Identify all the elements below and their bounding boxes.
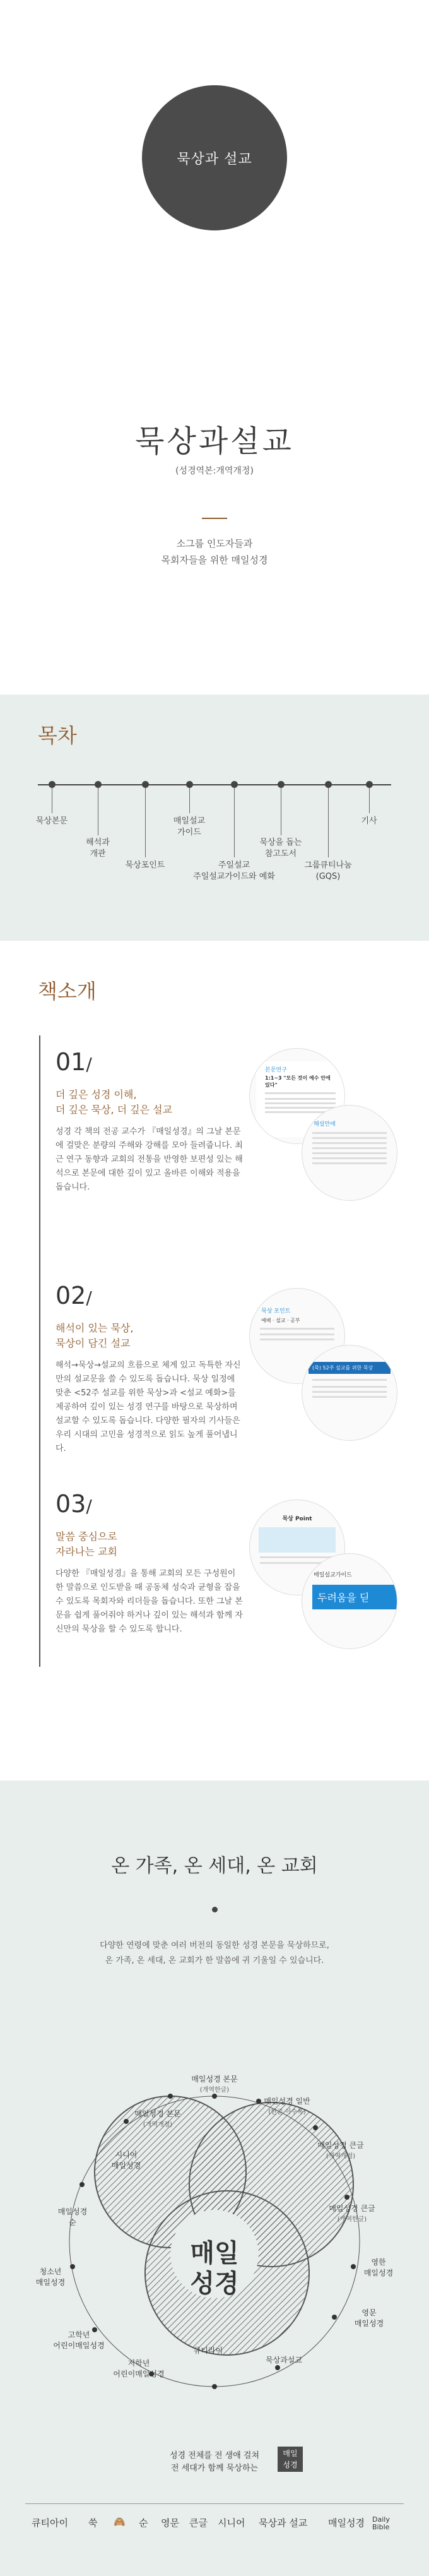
feature-heading-line-2: 더 깊은 묵상, 더 깊은 설교 (56, 1104, 173, 1116)
venn-label: 영한 매일성경 (363, 2258, 394, 2277)
venn-label-name: 매일성경 본문 (191, 2075, 238, 2084)
closing-badge: 매일 성경 (278, 2447, 303, 2472)
toc-item: 매일설교 가이드 (173, 816, 206, 837)
toc-dot (142, 781, 149, 788)
thumb-label: 매일설교가이드 (314, 1572, 352, 1578)
book-title: 묵상과설교 (135, 424, 294, 459)
toc-item: 그룹큐티나눔 (GQS) (304, 861, 352, 881)
brand-logo: 영문 (161, 2517, 179, 2529)
feature-heading (56, 1529, 117, 1559)
venn-label (126, 2109, 189, 2130)
venn-label: 묵상과설교 (266, 2356, 302, 2364)
toc-dot (49, 781, 56, 788)
venn-label (183, 2074, 246, 2096)
feature-heading-line-1: 말씀 중심으로 (56, 1530, 117, 1542)
venn-label-sub: (개역개정) (326, 2153, 356, 2160)
venn-label: 매일성경 순 (57, 2207, 88, 2227)
brand-logo: 🙈 (114, 2516, 126, 2527)
toc-tick (369, 788, 370, 813)
description-line-1: 소그룹 인도자들과 (176, 538, 253, 549)
thumb-title: 1:1~3 "모든 것이 예수 안에 있다" (265, 1075, 331, 1088)
feature-heading-line-2: 자라나는 교회 (56, 1546, 117, 1558)
feature-number-text: 02 (56, 1282, 86, 1309)
family-dot (212, 1907, 218, 1912)
toc-item: 묵상본문 (35, 816, 68, 826)
venn-label-sub: (개역한글) (337, 2216, 367, 2223)
closing-line-2: 전 세대가 함께 묵상하는 (171, 2464, 258, 2473)
venn-label: 청소년 매일성경 (35, 2267, 66, 2287)
thumb-side-label: 해설안에 (314, 1121, 336, 1128)
thumb-header: 본문연구 (265, 1067, 287, 1073)
brand-logo: 묵상과 설교 (259, 2517, 308, 2529)
book-subtitle: (성경역본:개역개정) (175, 466, 254, 476)
toc-dot (95, 781, 102, 788)
closing-line-1: 성경 전체를 전 생애 걸쳐 (169, 2451, 260, 2460)
venn-label: 영문 매일성경 (354, 2308, 384, 2328)
venn-center-label (136, 2238, 293, 2299)
thumb-header: 묵상 Point (282, 1516, 312, 1522)
toc-dot (325, 781, 332, 788)
toc-item: 묵상포인트 (125, 861, 165, 870)
feature-heading-line-2: 묵상이 담긴 설교 (56, 1337, 131, 1349)
feature-heading-line-1: 해석이 있는 묵상, (56, 1322, 134, 1334)
toc-dot (366, 781, 373, 788)
venn-label (309, 2140, 372, 2162)
feature-heading-line-1: 더 깊은 성경 이해, (56, 1088, 137, 1100)
slash-mark: / (86, 1287, 92, 1308)
footer-divider (25, 2503, 404, 2504)
brand-logo: 매일성경 (328, 2517, 365, 2529)
venn-label: 큐티라이 (193, 2346, 223, 2355)
feature-number (56, 1282, 92, 1309)
center-label-line-2: 성경 (190, 2269, 239, 2298)
thumb-title: (묵) 52주 설교를 위한 묵상 (309, 1362, 391, 1374)
venn-label-name: 매일성경 큰글 (317, 2141, 364, 2150)
toc-tick (234, 788, 235, 857)
family-description (0, 1938, 429, 1969)
family-description-line-2: 온 가족, 온 세대, 온 교회가 한 말씀에 귀 기울일 수 있습니다. (105, 1956, 324, 1965)
toc-tick (145, 788, 146, 857)
toc-tick (189, 788, 190, 813)
thumb-subheader: 예배 · 설교 · 공부 (261, 1318, 300, 1323)
toc-title: 목차 (38, 724, 77, 748)
toc-item: 주일설교 주일설교가이드와 예화 (193, 861, 275, 881)
venn-label-name: 매일성경 본문 (134, 2109, 181, 2118)
venn-label-sub: (개역개정) (143, 2121, 173, 2128)
feature-thumbnail (302, 1553, 397, 1649)
venn-label: 고학년 어린이매일성경 (53, 2330, 105, 2350)
feature-number (56, 1048, 92, 1076)
brand-logo: 시니어 (218, 2517, 245, 2529)
feature-heading (56, 1087, 172, 1118)
toc-item: 묵상을 돕는 참고도서 (259, 838, 302, 859)
toc-item: 기사 (361, 816, 377, 826)
hero-circle-text: 묵상과 설교 (177, 151, 252, 167)
feature-body: 성경 각 책의 전공 교수가 『매일성경』의 그날 본문에 걸맞은 분량의 주해와 강해를 모아 들려줍니다. 최근 연구 동향과 교회의 전통을 반영한 보편성 있는 해석으로 본문에 대한 깊이 있고 올바른 이해와 적용을 돕습니다. (56, 1127, 243, 1192)
center-label-line-1: 매일 (190, 2239, 239, 2268)
brand-logo: 큐티아이 (32, 2517, 68, 2529)
feature-thumbnail (302, 1105, 397, 1201)
feature-heading (56, 1321, 133, 1351)
feature-thumbnail (302, 1345, 397, 1441)
family-description-line-1: 다양한 연령에 맞춘 여러 버전의 동일한 성경 본문을 묵상하므로, (100, 1941, 329, 1950)
thumb-header: 묵상 포인트 (261, 1308, 291, 1315)
closing-text (0, 2450, 429, 2475)
feature-body: 다양한 『매일성경』을 통해 교회의 모든 구성원이 한 말씀으로 인도받을 때 공동체 성숙과 균형을 잡을 수 있도록 목회자와 리더들을 돕습니다. 또한 그날 본문을 쉽게 풀어줘야 하거나 깊이 있는 해석과 함께 자신만의 묵상을 할 수 있도록 합니다. (56, 1569, 243, 1634)
venn-label-sub: (한글 이수폭) (268, 2109, 306, 2116)
venn-label (256, 2096, 319, 2118)
feature-body: 해석→묵상→설교의 흐름으로 체계 있고 독특한 자신만의 설교문을 쓸 수 있도록 돕습니다. 묵상 일정에 맞춘 <52주 설교를 위한 묵상>과 <설교 예화>를 제공하여 깊이 있는 성경 연구를 바탕으로 묵상하며 설교할 수 있도록 돕습니다. 다양한 필자의 기사들은 우리 시대의 고민을 성경적으로 읽도 높게 풀어냅니다. (56, 1361, 241, 1453)
family-title: 온 가족, 온 세대, 온 교회 (111, 1855, 318, 1877)
venn-label-sub: (개역한글) (199, 2087, 230, 2094)
book-description (0, 535, 429, 568)
toc-item: 해석과 개관 (86, 838, 110, 859)
thumb-big-text: 두려움을 딛 (312, 1585, 397, 1609)
brand-logo: 순 (139, 2517, 148, 2529)
brand-logo: 큰글 (189, 2517, 208, 2529)
description-line-2: 목회자들을 위한 매일성경 (161, 554, 268, 566)
toc-dot (231, 781, 238, 788)
slash-mark: / (86, 1054, 92, 1075)
feature-number-text: 03 (56, 1490, 86, 1518)
slash-mark: / (86, 1496, 92, 1517)
toc-timeline (38, 784, 391, 785)
venn-label: 저학년 어린이매일성경 (113, 2359, 165, 2378)
brand-logo: Daily Bible (372, 2515, 390, 2531)
venn-diagram (38, 2058, 391, 2412)
feature-number (56, 1490, 92, 1518)
venn-label (320, 2203, 384, 2225)
toc-tick (328, 788, 329, 857)
venn-label-name: 매일성경 일반 (264, 2097, 310, 2106)
venn-label-name: 매일성경 큰글 (329, 2204, 375, 2213)
feature-number-text: 01 (56, 1048, 86, 1076)
hero-circle (142, 85, 287, 230)
toc-dot (278, 781, 285, 788)
intro-title: 책소개 (38, 979, 97, 1003)
brand-logo: 쑥 (88, 2517, 98, 2529)
intro-vertical-line (39, 1035, 40, 1667)
toc-dot (186, 781, 193, 788)
venn-label: 시니어 매일성경 (111, 2150, 141, 2170)
title-divider (202, 518, 227, 519)
